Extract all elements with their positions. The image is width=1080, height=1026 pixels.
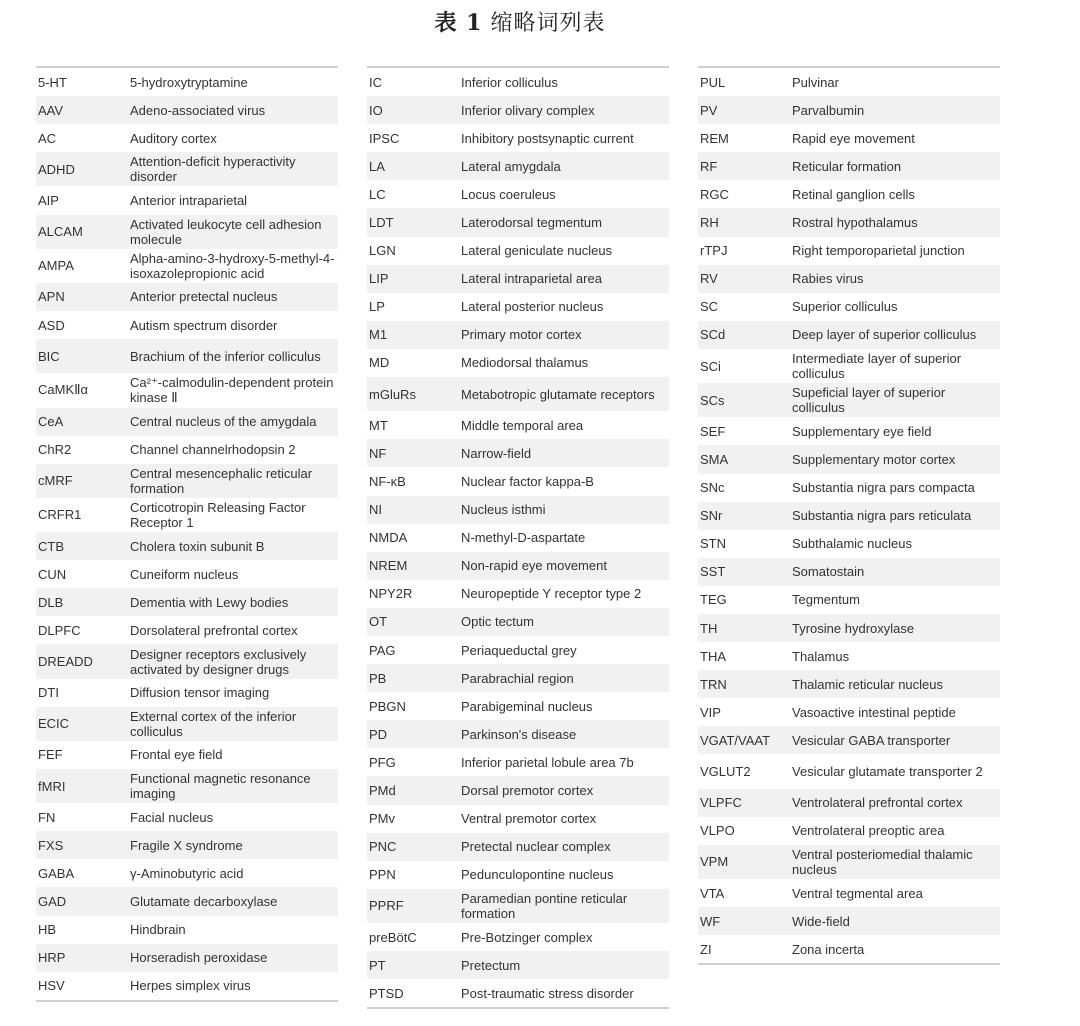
abbreviation: SNr bbox=[700, 508, 723, 524]
full-term: Inferior olivary complex bbox=[461, 102, 595, 118]
abbreviation: REM bbox=[700, 130, 729, 146]
abbreviation: VIP bbox=[700, 704, 721, 720]
full-term: Ventral posteriomedial thalamic nucleus bbox=[792, 846, 973, 877]
full-term: Zona incerta bbox=[792, 941, 865, 957]
table-row bbox=[36, 283, 338, 311]
full-term: Horseradish peroxidase bbox=[130, 950, 268, 966]
table-row bbox=[367, 720, 669, 748]
abbreviation: RF bbox=[700, 158, 718, 174]
full-term: Auditory cortex bbox=[130, 130, 217, 146]
table-row bbox=[367, 68, 669, 96]
full-term: Central mesencephalic reticular formation bbox=[130, 465, 313, 496]
table-row bbox=[36, 311, 338, 339]
table-row bbox=[367, 979, 669, 1007]
abbreviation: VLPFC bbox=[700, 795, 742, 811]
table-row bbox=[367, 265, 669, 293]
table-row bbox=[36, 707, 338, 741]
full-term: Glutamate decarboxylase bbox=[130, 894, 278, 910]
table-row bbox=[367, 96, 669, 124]
full-term: N-methyl-D-aspartate bbox=[461, 530, 586, 546]
full-term: Anterior pretectal nucleus bbox=[130, 289, 278, 305]
full-term: Pretectal nuclear complex bbox=[461, 839, 611, 855]
full-term: Ventral tegmental area bbox=[792, 885, 923, 901]
abbreviation: PD bbox=[369, 726, 388, 742]
full-term: Tegmentum bbox=[792, 592, 860, 608]
table-row bbox=[36, 803, 338, 831]
abbreviation: VPM bbox=[700, 854, 729, 870]
abbreviation: DTI bbox=[38, 685, 59, 701]
full-term: Fragile X syndrome bbox=[130, 837, 243, 853]
table-row bbox=[698, 935, 1000, 963]
full-term: Laterodorsal tegmentum bbox=[461, 215, 602, 231]
abbreviation: NREM bbox=[369, 558, 408, 574]
full-term: γ-Aminobutyric acid bbox=[130, 865, 244, 881]
abbreviation: CaMKⅡα bbox=[38, 382, 89, 398]
abbreviation: CUN bbox=[38, 566, 67, 582]
full-term: Vesicular glutamate transporter 2 bbox=[792, 764, 983, 780]
abbreviation: SC bbox=[700, 299, 719, 315]
abbreviation: rTPJ bbox=[700, 243, 728, 259]
table-row bbox=[36, 588, 338, 616]
table-row bbox=[367, 124, 669, 152]
full-term: Retinal ganglion cells bbox=[792, 186, 915, 202]
full-term: Frontal eye field bbox=[130, 747, 223, 763]
abbreviation: HSV bbox=[38, 978, 65, 994]
abbreviation: ALCAM bbox=[38, 224, 83, 240]
full-term: Ventrolateral prefrontal cortex bbox=[792, 795, 963, 811]
full-term: Diffusion tensor imaging bbox=[130, 685, 270, 701]
abbreviation: CRFR1 bbox=[38, 507, 82, 523]
table-row bbox=[698, 907, 1000, 935]
table-row bbox=[698, 265, 1000, 293]
full-term: Thalamic reticular nucleus bbox=[792, 676, 944, 692]
abbreviation: LA bbox=[369, 158, 385, 174]
table-row bbox=[36, 532, 338, 560]
table-row bbox=[698, 726, 1000, 754]
full-term: Ca²⁺-calmodulin-dependent protein kinase Ⅱ bbox=[130, 375, 334, 406]
full-term: Herpes simplex virus bbox=[130, 978, 251, 994]
full-term: Lateral posterior nucleus bbox=[461, 299, 604, 315]
table-row bbox=[698, 152, 1000, 180]
abbreviation: PMv bbox=[369, 811, 395, 827]
table-row bbox=[698, 845, 1000, 879]
abbreviation: PB bbox=[369, 670, 387, 686]
abbreviation: VLPO bbox=[700, 823, 735, 839]
table-title bbox=[0, 6, 1040, 37]
abbreviation: VTA bbox=[700, 885, 725, 901]
table-row bbox=[367, 552, 669, 580]
full-term: Lateral geniculate nucleus bbox=[461, 243, 613, 259]
abbreviation: STN bbox=[700, 536, 726, 552]
table-row bbox=[367, 377, 669, 411]
full-term: 5-hydroxytryptamine bbox=[130, 74, 248, 90]
abbreviation: ASD bbox=[38, 317, 65, 333]
table-row bbox=[698, 586, 1000, 614]
abbreviation: ADHD bbox=[38, 161, 75, 177]
table-row bbox=[36, 679, 338, 707]
abbreviation: SNc bbox=[700, 480, 725, 496]
abbreviation: M1 bbox=[369, 327, 388, 343]
abbreviation: preBötC bbox=[369, 929, 417, 945]
table-row bbox=[36, 215, 338, 249]
table-row bbox=[367, 636, 669, 664]
table-row bbox=[698, 474, 1000, 502]
table-row bbox=[698, 417, 1000, 445]
table-row bbox=[36, 616, 338, 644]
abbreviation: CTB bbox=[38, 538, 64, 554]
table-row bbox=[698, 558, 1000, 586]
full-term: Middle temporal area bbox=[461, 417, 584, 433]
table-row bbox=[367, 467, 669, 495]
table-row bbox=[367, 861, 669, 889]
abbreviation: FEF bbox=[38, 747, 63, 763]
full-term: Cuneiform nucleus bbox=[130, 566, 239, 582]
abbreviation: NF bbox=[369, 445, 387, 461]
table-row bbox=[36, 916, 338, 944]
abbreviation: IC bbox=[369, 74, 382, 90]
abbreviation: mGluRs bbox=[369, 386, 416, 402]
abbreviation: LC bbox=[369, 186, 386, 202]
table-row bbox=[36, 124, 338, 152]
table-row bbox=[367, 923, 669, 951]
full-term: Supplementary eye field bbox=[792, 423, 932, 439]
abbreviation: DREADD bbox=[38, 654, 93, 670]
table-row bbox=[367, 580, 669, 608]
table-row bbox=[698, 321, 1000, 349]
abbreviation: MT bbox=[369, 417, 388, 433]
full-term: Mediodorsal thalamus bbox=[461, 355, 589, 371]
table-row bbox=[367, 208, 669, 236]
abbreviation: SCi bbox=[700, 358, 721, 374]
abbreviation: MD bbox=[369, 355, 390, 371]
full-term: Post-traumatic stress disorder bbox=[461, 985, 634, 1001]
full-term: Nuclear factor kappa-B bbox=[461, 473, 594, 489]
full-term: Alpha-amino-3-hydroxy-5-methyl-4-isoxazolepropionic acid bbox=[130, 250, 335, 281]
full-term: Parabigeminal nucleus bbox=[461, 698, 593, 714]
abbreviation: fMRI bbox=[38, 778, 66, 794]
full-term: Deep layer of superior colliculus bbox=[792, 327, 977, 343]
full-term: Anterior intraparietal bbox=[130, 193, 248, 209]
abbreviation: PBGN bbox=[369, 698, 406, 714]
table-row bbox=[36, 972, 338, 1000]
abbreviation: TEG bbox=[700, 592, 727, 608]
full-term: Supplementary motor cortex bbox=[792, 451, 956, 467]
abbreviation-column-1 bbox=[36, 66, 338, 1002]
abbreviation: SEF bbox=[700, 423, 726, 439]
abbreviation: VGAT/VAAT bbox=[700, 732, 771, 748]
abbreviation: LIP bbox=[369, 271, 389, 287]
table-row bbox=[698, 698, 1000, 726]
table-row bbox=[36, 644, 338, 678]
abbreviation-column-2 bbox=[367, 66, 669, 1009]
full-term: Central nucleus of the amygdala bbox=[130, 414, 317, 430]
full-term: Parkinson's disease bbox=[461, 726, 577, 742]
full-term: Rapid eye movement bbox=[792, 130, 915, 146]
table-row bbox=[36, 498, 338, 532]
full-term: Narrow-field bbox=[461, 445, 532, 461]
full-term: Attention-deficit hyperactivity disorder bbox=[130, 154, 296, 185]
table-row bbox=[698, 754, 1000, 788]
full-term: Designer receptors exclusively activated by designer drugs bbox=[130, 646, 307, 677]
table-row bbox=[36, 859, 338, 887]
abbreviation: LGN bbox=[369, 243, 396, 259]
full-term: Rostral hypothalamus bbox=[792, 215, 918, 231]
abbreviation: LP bbox=[369, 299, 385, 315]
table-row bbox=[367, 889, 669, 923]
full-term: Periaqueductal grey bbox=[461, 642, 577, 658]
full-term: Inhibitory postsynaptic current bbox=[461, 130, 634, 146]
table-row bbox=[36, 408, 338, 436]
table-row bbox=[367, 180, 669, 208]
full-term: Vasoactive intestinal peptide bbox=[792, 704, 956, 720]
table-row bbox=[698, 614, 1000, 642]
abbreviation: HRP bbox=[38, 950, 66, 966]
table-row bbox=[698, 879, 1000, 907]
table-row bbox=[36, 464, 338, 498]
abbreviation: ECIC bbox=[38, 716, 70, 732]
abbreviation: LDT bbox=[369, 215, 394, 231]
table-row bbox=[36, 96, 338, 124]
abbreviation: THA bbox=[700, 648, 726, 664]
full-term: Nucleus isthmi bbox=[461, 502, 546, 518]
table-row bbox=[367, 349, 669, 377]
abbreviation: PNC bbox=[369, 839, 397, 855]
abbreviation: PTSD bbox=[369, 985, 404, 1001]
abbreviation: PT bbox=[369, 957, 386, 973]
full-term: Functional magnetic resonance imaging bbox=[130, 771, 311, 802]
abbreviation: PV bbox=[700, 102, 718, 118]
abbreviation: PFG bbox=[369, 754, 396, 770]
full-term: Brachium of the inferior colliculus bbox=[130, 348, 321, 364]
abbreviation: BIC bbox=[38, 348, 60, 364]
table-row bbox=[698, 789, 1000, 817]
full-term: Paramedian pontine reticular formation bbox=[461, 890, 628, 921]
full-term: Optic tectum bbox=[461, 614, 534, 630]
full-term: Hindbrain bbox=[130, 922, 186, 938]
table-row bbox=[698, 502, 1000, 530]
table-row bbox=[367, 692, 669, 720]
abbreviation-column-3 bbox=[698, 66, 1000, 965]
table-row bbox=[698, 96, 1000, 124]
table-row bbox=[36, 68, 338, 96]
abbreviation: NMDA bbox=[369, 530, 408, 546]
table-row bbox=[698, 208, 1000, 236]
full-term: Tyrosine hydroxylase bbox=[792, 620, 915, 636]
table-caption: 缩略词列表 bbox=[490, 11, 606, 36]
full-term: Pulvinar bbox=[792, 74, 839, 90]
full-term: Parvalbumin bbox=[792, 102, 865, 118]
full-term: Right temporoparietal junction bbox=[792, 243, 965, 259]
abbreviation: APN bbox=[38, 289, 65, 305]
table-row bbox=[367, 237, 669, 265]
abbreviation: SST bbox=[700, 564, 726, 580]
full-term: Corticotropin Releasing Factor Receptor 1 bbox=[130, 499, 306, 530]
full-term: Inferior parietal lobule area 7b bbox=[461, 754, 634, 770]
table-row bbox=[698, 670, 1000, 698]
abbreviation: HB bbox=[38, 922, 57, 938]
table-row bbox=[36, 831, 338, 859]
full-term: Reticular formation bbox=[792, 158, 902, 174]
abbreviation: TH bbox=[700, 620, 718, 636]
abbreviation: PUL bbox=[700, 74, 726, 90]
table-row bbox=[367, 833, 669, 861]
full-term: Dementia with Lewy bodies bbox=[130, 594, 289, 610]
abbreviation: NF-κB bbox=[369, 473, 406, 489]
full-term: Activated leukocyte cell adhesion molecule bbox=[130, 216, 322, 247]
full-term: Non-rapid eye movement bbox=[461, 558, 607, 574]
abbreviation: cMRF bbox=[38, 473, 73, 489]
full-term: Substantia nigra pars compacta bbox=[792, 480, 975, 496]
full-term: Dorsal premotor cortex bbox=[461, 782, 594, 798]
abbreviation: NI bbox=[369, 502, 382, 518]
abbreviation: WF bbox=[700, 913, 721, 929]
table-number: 表 1 bbox=[434, 10, 483, 36]
abbreviation: SCs bbox=[700, 392, 725, 408]
table-row bbox=[367, 951, 669, 979]
table-row bbox=[698, 293, 1000, 321]
full-term: Facial nucleus bbox=[130, 809, 214, 825]
table-row bbox=[367, 608, 669, 636]
table-row bbox=[367, 664, 669, 692]
table-row bbox=[367, 805, 669, 833]
full-term: Vesicular GABA transporter bbox=[792, 732, 951, 748]
full-term: Dorsolateral prefrontal cortex bbox=[130, 622, 298, 638]
full-term: Lateral amygdala bbox=[461, 158, 561, 174]
table-row bbox=[367, 321, 669, 349]
abbreviation: TRN bbox=[700, 676, 727, 692]
abbreviation: DLPFC bbox=[38, 622, 81, 638]
table-row bbox=[36, 769, 338, 803]
full-term: Ventral premotor cortex bbox=[461, 811, 597, 827]
full-term: Pretectum bbox=[461, 957, 521, 973]
table-row bbox=[36, 373, 338, 407]
abbreviation: OT bbox=[369, 614, 388, 630]
table-row bbox=[36, 560, 338, 588]
abbreviation: AC bbox=[38, 130, 57, 146]
table-row bbox=[698, 817, 1000, 845]
table-row bbox=[36, 249, 338, 283]
table-row bbox=[367, 524, 669, 552]
abbreviation: FN bbox=[38, 809, 56, 825]
table-row bbox=[36, 944, 338, 972]
abbreviation: PPRF bbox=[369, 898, 404, 914]
table-row bbox=[36, 339, 338, 373]
full-term: Lateral intraparietal area bbox=[461, 271, 602, 287]
table-row bbox=[367, 496, 669, 524]
full-term: Intermediate layer of superior colliculus bbox=[792, 351, 962, 382]
full-term: Parabrachial region bbox=[461, 670, 574, 686]
full-term: External cortex of the inferior colliculus bbox=[130, 708, 297, 739]
abbreviation: AAV bbox=[38, 102, 64, 118]
abbreviation: GAD bbox=[38, 894, 67, 910]
full-term: Rabies virus bbox=[792, 271, 864, 287]
abbreviation: AIP bbox=[38, 193, 59, 209]
full-term: Superior colliculus bbox=[792, 299, 898, 315]
table-row bbox=[698, 349, 1000, 383]
abbreviation: ZI bbox=[700, 941, 712, 957]
full-term: Thalamus bbox=[792, 648, 850, 664]
full-term: Autism spectrum disorder bbox=[130, 317, 278, 333]
table-row bbox=[698, 237, 1000, 265]
full-term: Somatostain bbox=[792, 564, 865, 580]
abbreviation: PMd bbox=[369, 782, 396, 798]
table-row bbox=[367, 776, 669, 804]
full-term: Locus coeruleus bbox=[461, 186, 556, 202]
table-row bbox=[36, 887, 338, 915]
abbreviation: GABA bbox=[38, 865, 75, 881]
abbreviation: SMA bbox=[700, 451, 729, 467]
abbreviation: 5-HT bbox=[38, 74, 67, 90]
full-term: Cholera toxin subunit B bbox=[130, 538, 265, 554]
full-term: Inferior colliculus bbox=[461, 74, 558, 90]
abbreviation: DLB bbox=[38, 594, 64, 610]
full-term: Wide-field bbox=[792, 913, 850, 929]
full-term: Primary motor cortex bbox=[461, 327, 582, 343]
abbreviation: RV bbox=[700, 271, 718, 287]
table-row bbox=[36, 436, 338, 464]
full-term: Substantia nigra pars reticulata bbox=[792, 508, 972, 524]
table-row bbox=[698, 530, 1000, 558]
abbreviation: PPN bbox=[369, 867, 396, 883]
full-term: Adeno-associated virus bbox=[130, 102, 266, 118]
abbreviation: IO bbox=[369, 102, 383, 118]
table-row bbox=[36, 186, 338, 214]
table-row bbox=[367, 439, 669, 467]
full-term: Channel channelrhodopsin 2 bbox=[130, 442, 296, 458]
abbreviation: IPSC bbox=[369, 130, 400, 146]
abbreviation: VGLUT2 bbox=[700, 764, 751, 780]
full-term: Pedunculopontine nucleus bbox=[461, 867, 614, 883]
full-term: Metabotropic glutamate receptors bbox=[461, 386, 655, 402]
table-row bbox=[698, 124, 1000, 152]
abbreviation: RGC bbox=[700, 186, 729, 202]
abbreviation: RH bbox=[700, 215, 719, 231]
abbreviation: AMPA bbox=[38, 258, 74, 274]
table-row bbox=[367, 411, 669, 439]
table-row bbox=[367, 748, 669, 776]
table-row bbox=[698, 642, 1000, 670]
table-row bbox=[367, 152, 669, 180]
table-row bbox=[698, 445, 1000, 473]
table-row bbox=[36, 152, 338, 186]
abbreviation: ChR2 bbox=[38, 442, 72, 458]
full-term: Neuropeptide Y receptor type 2 bbox=[461, 586, 642, 602]
full-term: Subthalamic nucleus bbox=[792, 536, 912, 552]
full-term: Ventrolateral preoptic area bbox=[792, 823, 945, 839]
abbreviation: CeA bbox=[38, 414, 64, 430]
full-term: Pre-Botzinger complex bbox=[461, 929, 593, 945]
abbreviation: NPY2R bbox=[369, 586, 413, 602]
table-row bbox=[367, 293, 669, 321]
table-row bbox=[698, 383, 1000, 417]
table-row bbox=[698, 68, 1000, 96]
full-term: Supeficial layer of superior colliculus bbox=[792, 385, 946, 416]
table-row bbox=[698, 180, 1000, 208]
abbreviation: SCd bbox=[700, 327, 726, 343]
abbreviation: FXS bbox=[38, 837, 64, 853]
abbreviation: PAG bbox=[369, 642, 396, 658]
table-row bbox=[36, 741, 338, 769]
